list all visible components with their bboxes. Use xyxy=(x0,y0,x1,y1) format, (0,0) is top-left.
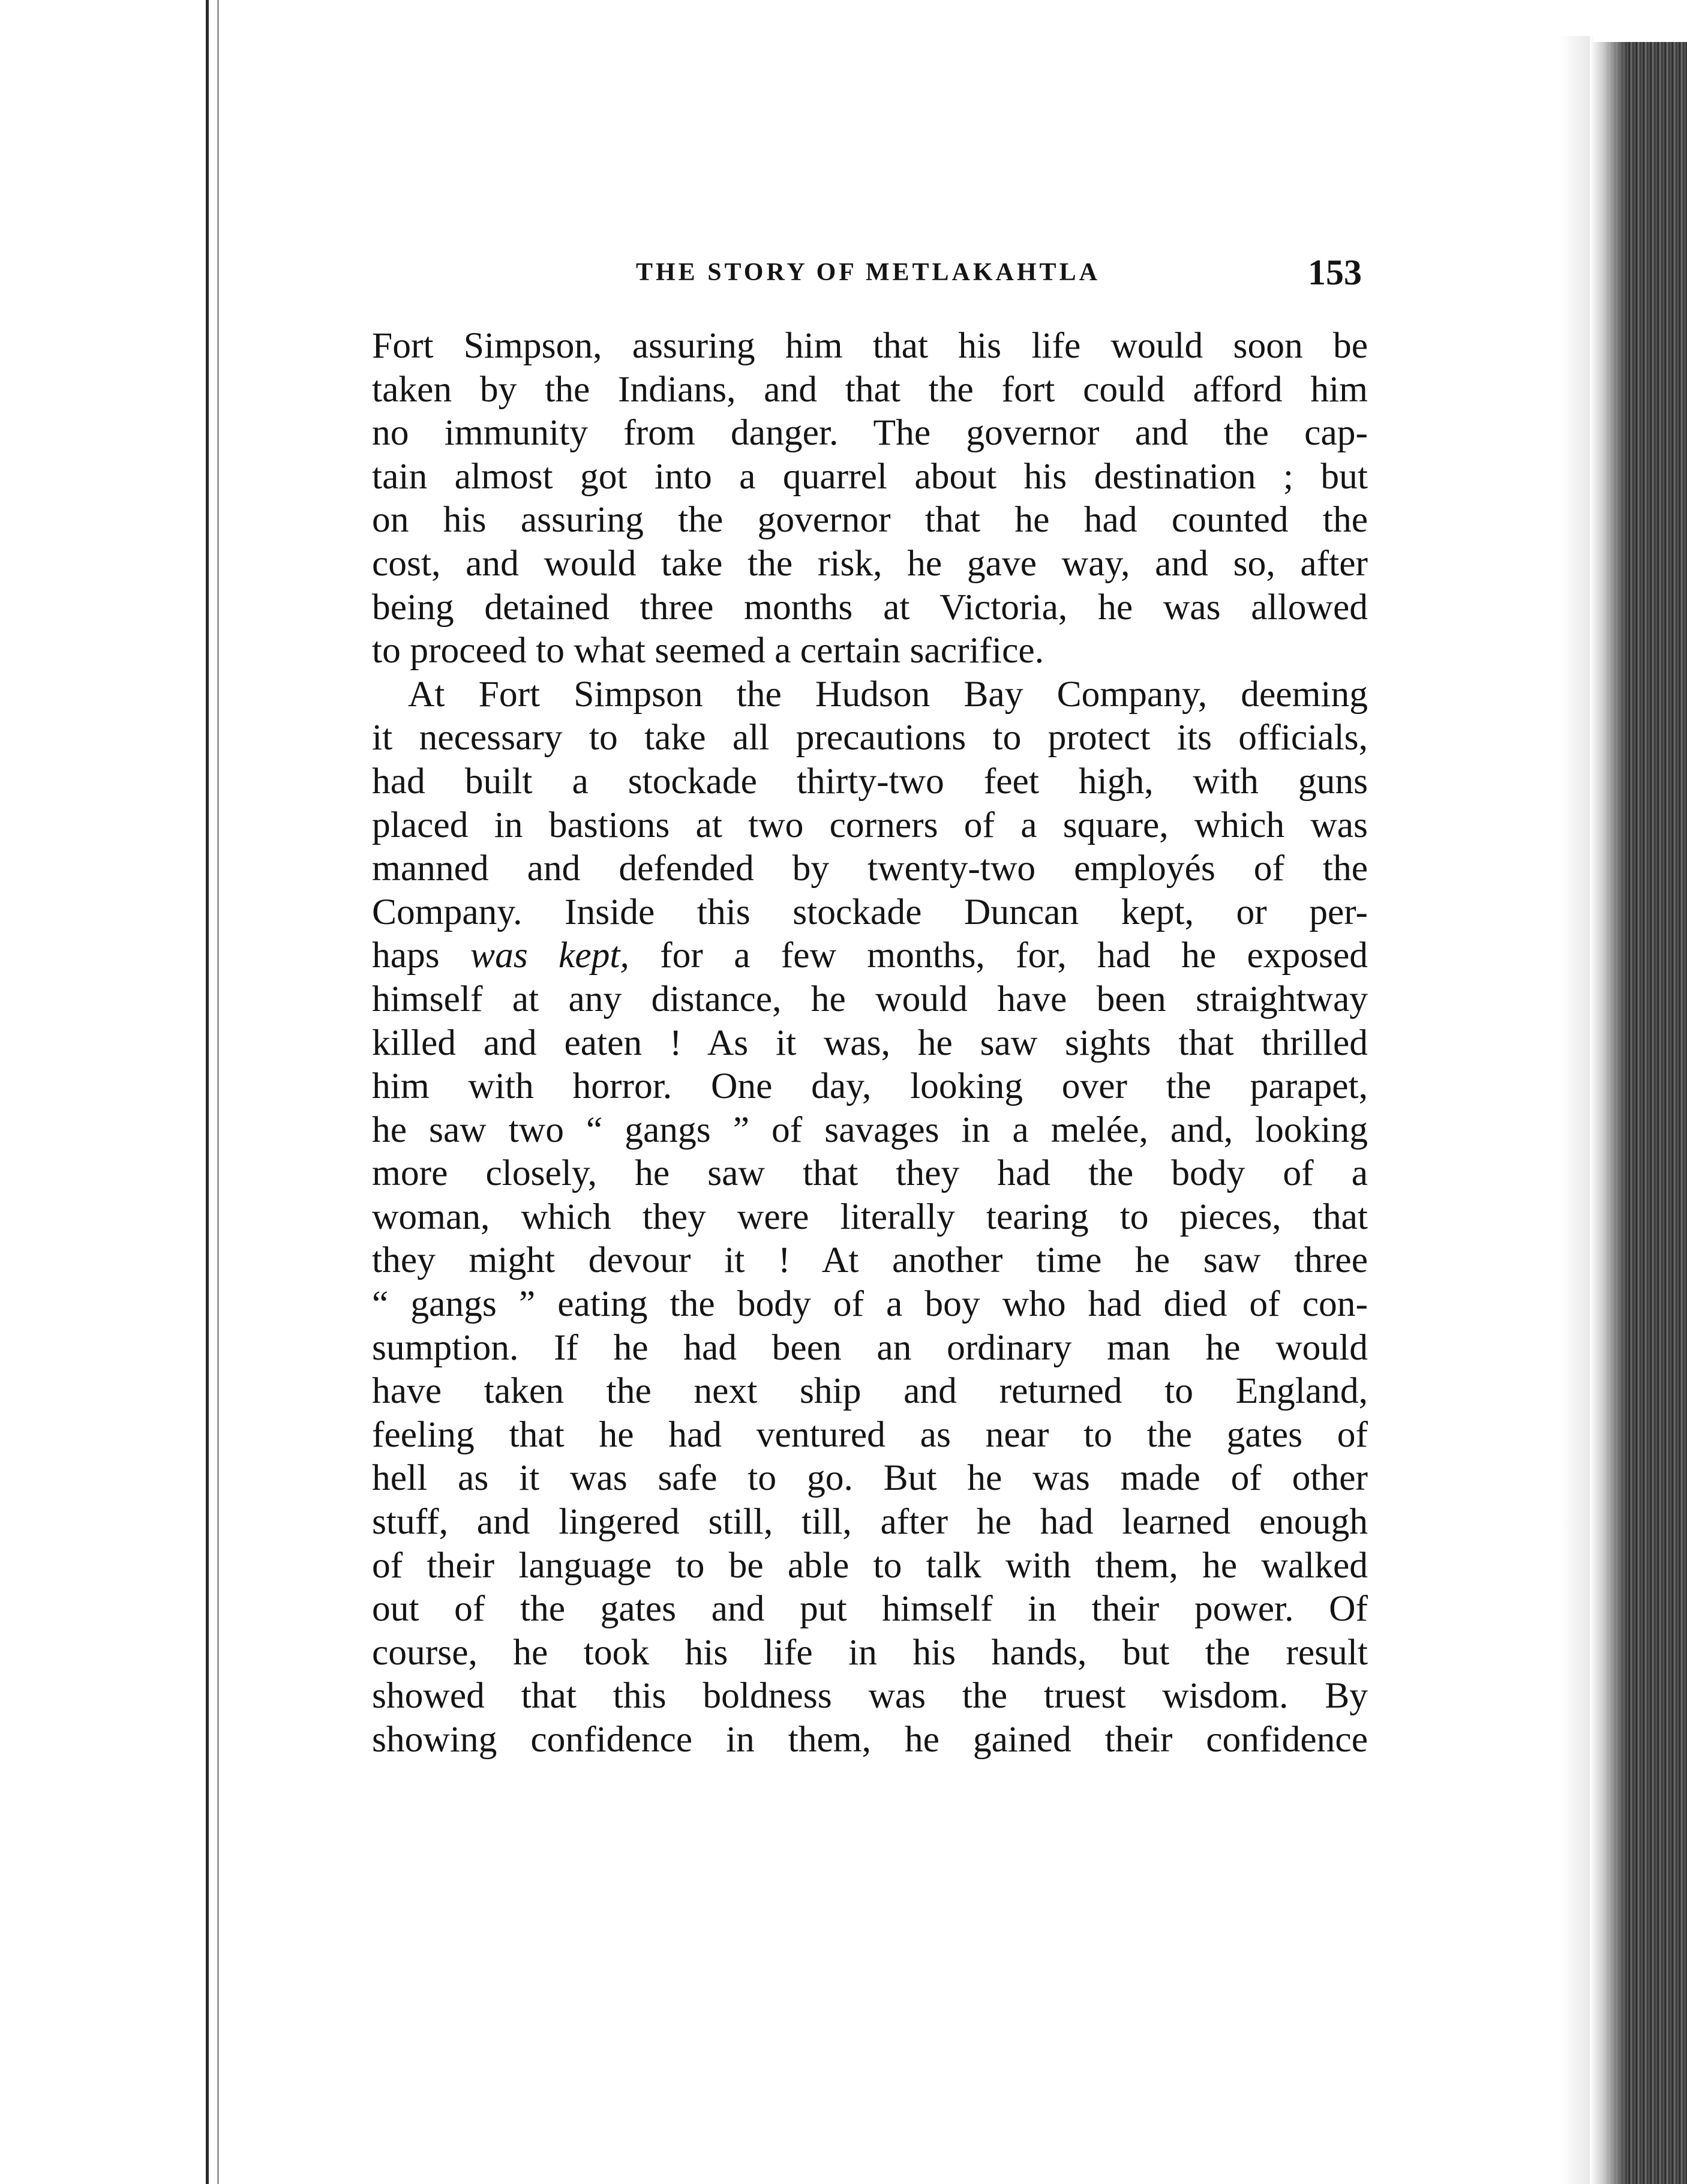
text-line-with-emphasis xyxy=(372,934,1368,977)
text-line: out of the gates and put himself in their power. Of xyxy=(372,1588,1368,1630)
page-number: 153 xyxy=(1308,253,1362,292)
body-text xyxy=(372,324,1368,1762)
text-line: he saw two “ gangs ” of savages in a melée, and, looking xyxy=(372,1109,1368,1150)
text-line: no immunity from danger. The governor and the cap- xyxy=(372,412,1368,454)
text-line: on his assuring the governor that he had counted the xyxy=(372,499,1368,541)
previous-page-edge xyxy=(0,0,213,2184)
paragraph-2 xyxy=(372,673,1368,1762)
text-line: it necessary to take all precautions to protect its officials, xyxy=(372,717,1368,758)
text-line: “ gangs ” eating the body of a boy who had died of con- xyxy=(372,1283,1368,1325)
text-line: killed and eaten ! As it was, he saw sights that thrilled xyxy=(372,1022,1368,1063)
text-line: At Fort Simpson the Hudson Bay Company, deeming xyxy=(408,673,1368,715)
text-line: of their language to be able to talk with them, he walked xyxy=(372,1544,1368,1586)
text-line: stuff, and lingered still, till, after he had learned enough xyxy=(372,1501,1368,1543)
running-title: THE STORY OF METLAKAHTLA xyxy=(636,259,1100,286)
text-line: they might devour it ! At another time he saw three xyxy=(372,1240,1368,1281)
text-line: placed in bastions at two corners of a square, which was xyxy=(372,804,1368,845)
text-fragment: for a few months, for, had he exposed xyxy=(629,935,1368,976)
text-line: taken by the Indians, and that the fort could afford him xyxy=(372,368,1368,410)
text-line: hell as it was safe to go. But he was made of other xyxy=(372,1457,1368,1499)
text-line: cost, and would take the risk, he gave way, and so, after xyxy=(372,542,1368,584)
text-line: woman, which they were literally tearing to pieces, that xyxy=(372,1196,1368,1237)
text-line: had built a stockade thirty-two feet high, with guns xyxy=(372,760,1368,802)
text-line: to proceed to what seemed a certain sacrifice. xyxy=(372,630,1044,671)
text-line: himself at any distance, he would have been straightway xyxy=(372,978,1368,1019)
text-line: tain almost got into a quarrel about his destination ; but xyxy=(372,455,1368,497)
text-line: feeling that he had ventured as near to the gates of xyxy=(372,1414,1368,1455)
text-line: Company. Inside this stockade Duncan kept, or per- xyxy=(372,891,1368,932)
book-edge-top xyxy=(1593,0,1687,42)
text-line: showing confidence in them, he gained their confidence xyxy=(372,1719,1368,1760)
text-line: have taken the next ship and returned to England, xyxy=(372,1370,1368,1412)
text-line: being detained three months at Victoria, he was allowed xyxy=(372,586,1368,628)
text-line: more closely, he saw that they had the body of a xyxy=(372,1153,1368,1194)
running-head xyxy=(372,252,1368,300)
text-line: showed that this boldness was the truest wisdom. By xyxy=(372,1675,1368,1717)
book-edge xyxy=(1590,36,1687,2184)
gutter-line xyxy=(217,0,219,2184)
paragraph-1 xyxy=(372,324,1368,673)
book-page xyxy=(372,252,1368,1762)
text-line: sumption. If he had been an ordinary man he would xyxy=(372,1327,1368,1368)
text-fragment: haps xyxy=(372,935,471,976)
text-line: him with horror. One day, looking over the parapet, xyxy=(372,1066,1368,1107)
text-line: Fort Simpson, assuring him that his life would soon be xyxy=(372,325,1368,366)
text-line: course, he took his life in his hands, but the result xyxy=(372,1631,1368,1673)
italic-text: was kept, xyxy=(470,935,629,976)
text-line: manned and defended by twenty-two employés of the xyxy=(372,848,1368,889)
gutter-shadow xyxy=(206,0,209,2184)
